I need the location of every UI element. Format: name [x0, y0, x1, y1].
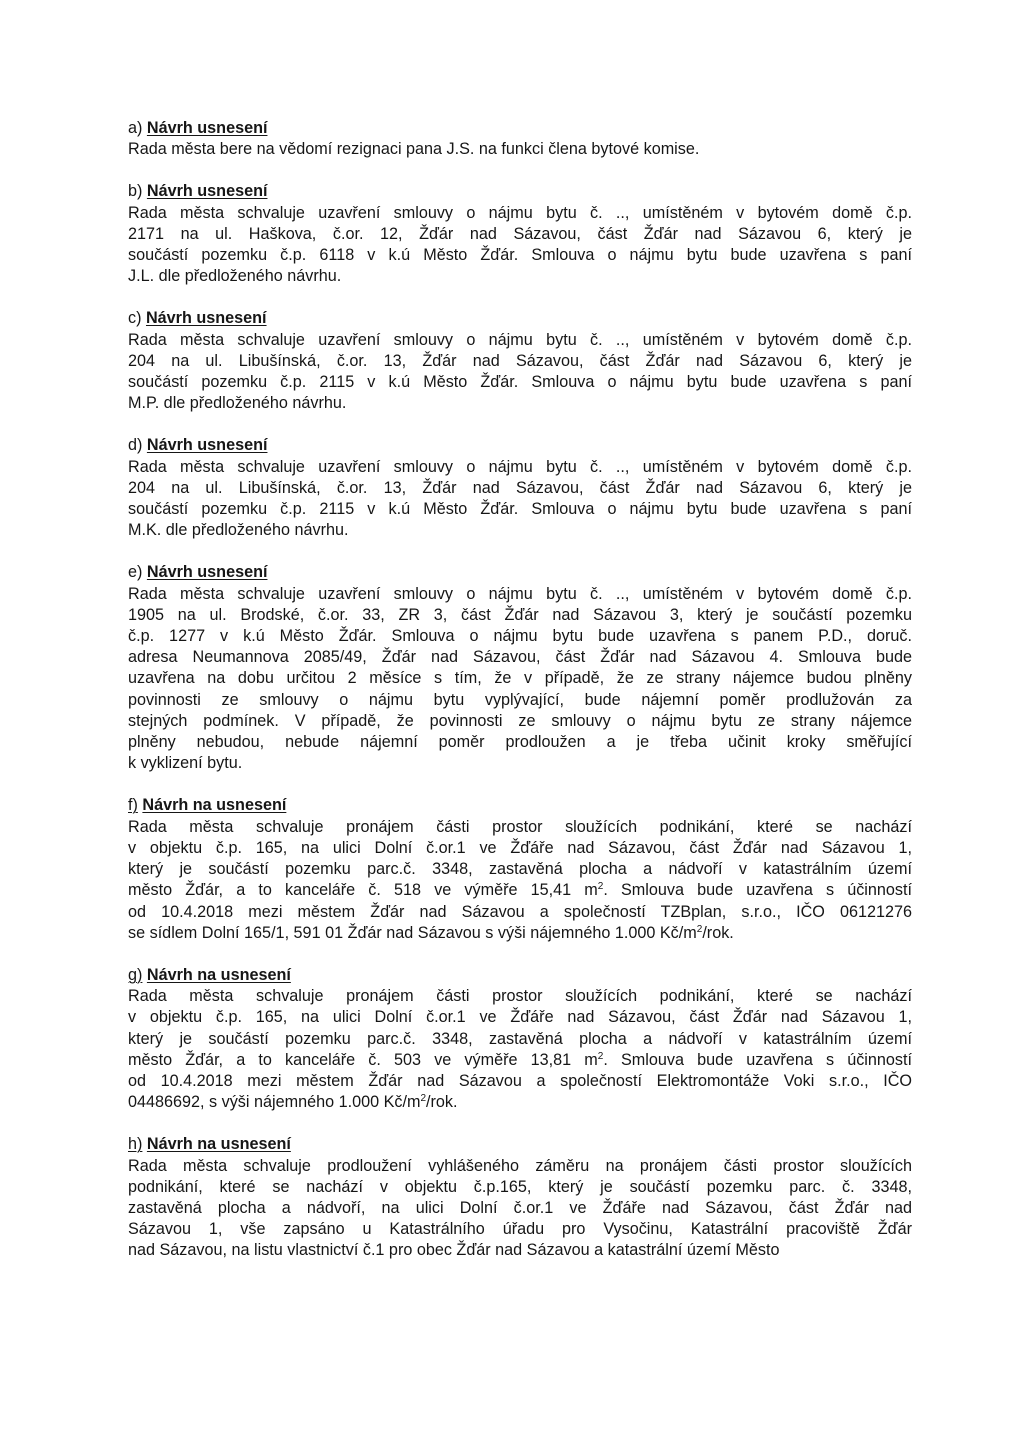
section-body [128, 817, 912, 944]
text-line: který je součástí pozemku parc.č. 3348, zastavěná plocha a nádvoří v katastrálním území [128, 1029, 912, 1048]
text-line: 1905 na ul. Brodské, č.or. 33, ZR 3, část Žďár nad Sázavou 3, který je součástí pozemku [128, 605, 912, 624]
text-line: součástí pozemku č.p. 2115 v k.ú Město Žďár. Smlouva o nájmu bytu bude uzavřena s paní [128, 500, 912, 519]
text-line: součástí pozemku č.p. 6118 v k.ú Město Žďár. Smlouva o nájmu bytu bude uzavřena s paní [128, 246, 912, 265]
text-line: od 10.4.2018 mezi městem Žďár nad Sázavou a společností Elektromontáže Voki s.r.o., IČO [128, 1071, 912, 1090]
section-letter: e) [128, 563, 143, 582]
section-title: Návrh na usnesení [146, 1135, 291, 1154]
section-body [128, 584, 912, 775]
text-line: od 10.4.2018 mezi městem Žďár nad Sázavou a společností TZBplan, s.r.o., IČO 06121276 [128, 902, 912, 921]
section-letter: h) [128, 1135, 143, 1154]
text-line: 204 na ul. Libušínská, č.or. 13, Žďár nad Sázavou, část Žďár nad Sázavou 6, který je [128, 478, 912, 497]
text-line: Rada města schvaluje uzavření smlouvy o nájmu bytu č. .., umístěném v bytovém domě č.p. [128, 203, 912, 222]
section-body [128, 330, 912, 415]
text-line: se sídlem Dolní 165/1, 591 01 Žďár nad Sázavou s výši nájemného 1.000 $Kč/m^2$/rok. [128, 923, 734, 942]
section-letter: a) [128, 119, 143, 137]
text-line: v objektu č.p. 165, na ulici Dolní č.or.1 ve Žďáře nad Sázavou, část Žďár nad Sázavou 1, [128, 1008, 912, 1027]
section-letter: f) [128, 796, 138, 815]
section-title: Návrh na usnesení [146, 965, 291, 984]
text-line: podnikání, které se nachází v objektu č.p.165, který je součástí pozemku parc. č. 3348, [128, 1177, 912, 1196]
section-heading [128, 435, 912, 456]
section-heading [128, 181, 912, 202]
text-line: Rada města schvaluje pronájem části prostor sloužících podnikání, které se nachází [128, 817, 912, 836]
section-title: Návrh usnesení [146, 436, 268, 455]
section-body [128, 203, 912, 288]
section-body [128, 986, 912, 1113]
text-line: Rada města schvaluje prodloužení vyhlášeného záměru na pronájem části prostor sloužících [128, 1156, 912, 1175]
resolution-section [128, 118, 912, 160]
resolution-section [128, 965, 912, 1113]
section-heading [128, 308, 912, 329]
section-letter: d) [128, 436, 143, 455]
text-line: Rada města schvaluje uzavření smlouvy o nájmu bytu č. .., umístěném v bytovém domě č.p. [128, 457, 912, 476]
text-line: č.p. 1277 v k.ú Město Žďár. Smlouva o nájmu bytu bude uzavřena s panem P.D., doruč. [128, 627, 912, 646]
section-heading [128, 1134, 912, 1155]
text-line: Sázavou 1, vše zapsáno u Katastrálního úřadu pro Vysočinu, Katastrální pracoviště Žďár [128, 1220, 912, 1239]
section-body [128, 457, 912, 542]
text-line: M.P. dle předloženého návrhu. [128, 394, 347, 413]
text-line: Rada města schvaluje uzavření smlouvy o nájmu bytu č. .., umístěném v bytovém domě č.p. [128, 330, 912, 349]
section-body [128, 1156, 912, 1262]
document-page [128, 118, 912, 1283]
section-heading [128, 562, 912, 583]
resolution-section [128, 308, 912, 414]
resolution-section [128, 795, 912, 943]
section-title: Návrh usnesení [146, 119, 268, 137]
text-line: J.L. dle předloženého návrhu. [128, 267, 342, 286]
text-line: v objektu č.p. 165, na ulici Dolní č.or.1 ve Žďáře nad Sázavou, část Žďár nad Sázavou 1, [128, 838, 912, 857]
resolution-section [128, 435, 912, 541]
section-letter: c) [128, 309, 142, 328]
text-line: zastavěná plocha a nádvoří, na ulici Dolní č.or.1 ve Žďáře nad Sázavou, část Žďár nad [128, 1198, 912, 1217]
text-line: součástí pozemku č.p. 2115 v k.ú Město Žďár. Smlouva o nájmu bytu bude uzavřena s paní [128, 373, 912, 392]
text-line: Rada města bere na vědomí rezignaci pana J.S. na funkci člena bytové komise. [128, 140, 700, 159]
section-letter: g) [128, 965, 143, 984]
text-line: uzavřena na dobu určitou 2 měsíce s tím, že v případě, že ze strany nájemce budou plněny [128, 669, 912, 688]
resolution-section [128, 1134, 912, 1261]
section-heading [128, 965, 912, 986]
section-title: Návrh na usnesení [142, 796, 287, 815]
text-line: M.K. dle předloženého návrhu. [128, 521, 349, 540]
section-letter: b) [128, 182, 143, 201]
text-line: Rada města schvaluje pronájem části prostor sloužících podnikání, které se nachází [128, 987, 912, 1006]
section-heading [128, 118, 912, 139]
text-line: 04486692, s výši nájemného 1.000 $Kč/m^2$/rok. [128, 1093, 458, 1112]
text-line: 204 na ul. Libušínská, č.or. 13, Žďár nad Sázavou, část Žďár nad Sázavou 6, který je [128, 351, 912, 370]
section-title: Návrh usnesení [146, 182, 268, 201]
text-line: město Žďár, a to kanceláře č. 503 ve výměře 13,81 $m^2$. Smlouva bude uzavřena s účinností [128, 1050, 912, 1069]
text-line: stejných podmínek. V případě, že povinnosti ze smlouvy o nájmu bytu ze strany nájemce [128, 711, 912, 730]
section-title: Návrh usnesení [145, 309, 267, 328]
text-line: Rada města schvaluje uzavření smlouvy o nájmu bytu č. .., umístěném v bytovém domě č.p. [128, 584, 912, 603]
text-line: adresa Neumannova 2085/49, Žďár nad Sázavou, část Žďár nad Sázavou 4. Smlouva bude [128, 648, 912, 667]
text-line: město Žďár, a to kanceláře č. 518 ve výměře 15,41 $m^2$. Smlouva bude uzavřena s účinností [128, 881, 912, 900]
text-line: 2171 na ul. Haškova, č.or. 12, Žďár nad Sázavou, část Žďár nad Sázavou 6, který je [128, 224, 912, 243]
text-line: plněny nebudou, nebude nájemní poměr prodloužen a je třeba učinit kroky směřující [128, 733, 912, 752]
section-heading [128, 795, 912, 816]
text-line: nad Sázavou, na listu vlastnictví č.1 pro obec Žďár nad Sázavou a katastrální území Město [128, 1241, 780, 1260]
text-line: k vyklizení bytu. [128, 754, 243, 773]
resolution-section [128, 562, 912, 774]
resolution-section [128, 181, 912, 287]
text-line: který je součástí pozemku parc.č. 3348, zastavěná plocha a nádvoří v katastrálním území [128, 860, 912, 879]
section-body [128, 139, 912, 160]
section-title: Návrh usnesení [146, 563, 268, 582]
text-line: povinnosti ze smlouvy o nájmu bytu vyplývající, bude nájemní poměr prodlužován za [128, 690, 912, 709]
